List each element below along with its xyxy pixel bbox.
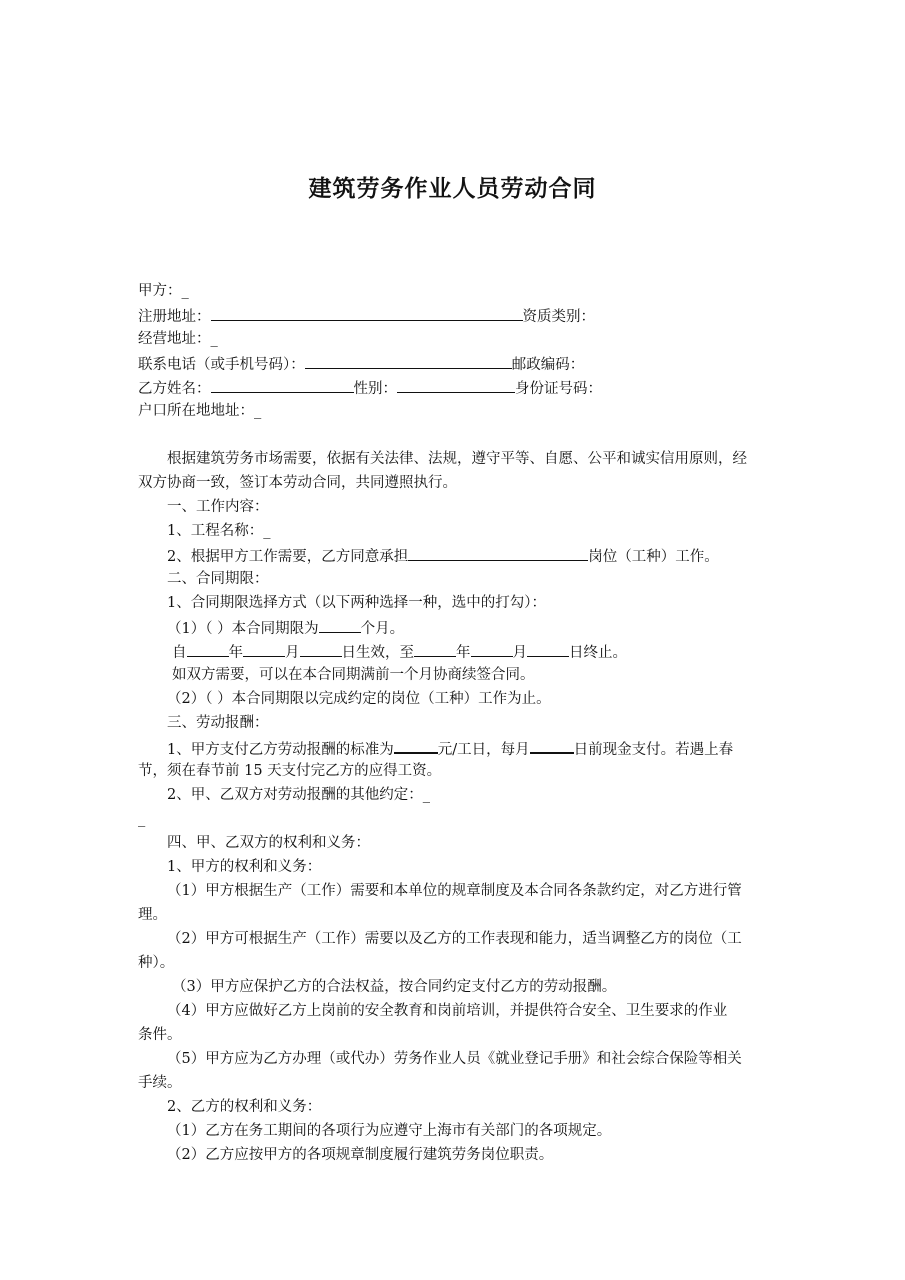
sec3-item2-cont: _ [138,811,146,827]
end-day-blank[interactable] [527,642,569,657]
sec4-b1: （1）乙方在务工期间的各项行为应遵守上海市有关部门的各项规定。 [167,1123,612,1139]
sec2-renew: 如双方需要，可以在本合同期满前一个月协商续签合同。 [172,667,535,683]
party-a-line [138,282,189,300]
sec4-a4-line1: （4）甲方应做好乙方上岗前的安全教育和岗前培训，并提供符合安全、卫生要求的作业 [167,1003,728,1019]
from-label: 自 [172,645,187,661]
sec4-a2-line1: （2）甲方可根据生产（工作）需要以及乙方的工作表现和能力，适当调整乙方的岗位（工 [167,931,742,947]
sec4-b2: （2）乙方应按甲方的各项规章制度履行建筑劳务岗位职责。 [167,1147,554,1163]
sec2-dates [172,642,627,662]
sec2-option2: （2）（ ）本合同期限以完成约定的岗位（工种）工作为止。 [167,691,551,707]
party-b-name-label: 乙方姓名： [138,381,211,397]
phone-blank[interactable] [305,354,512,369]
sec2-option1 [167,618,404,638]
end-label: 日终止。 [569,645,627,661]
sec3-item1-prefix: 1、甲方支付乙方劳动报酬的标准为 [167,742,394,758]
reg-address-line [138,306,595,326]
month-label-2: 月 [512,645,527,661]
hukou-label: 户口所在地地址：_ [138,403,262,419]
sec1-item2-prefix: 2、根据甲方工作需要，乙方同意承担 [167,549,409,565]
sec3-item2: 2、甲、乙双方对劳动报酬的其他约定：_ [167,787,430,803]
sec2-option1-suffix: 个月。 [360,621,405,637]
sec2-heading: 二、合同期限： [167,571,269,587]
gender-label: 性别： [353,381,397,397]
sec3-item1-suffix: 日前现金支付。若遇上春 [573,742,734,758]
sec4-a4-line2: 条件。 [138,1027,182,1043]
qual-type-label: 资质类别： [522,309,595,325]
sec3-item1-line2: 节，须在春节前 15 天支付完乙方的应得工资。 [138,763,442,779]
sec4-a1-line2: 理。 [138,907,167,923]
biz-address-label: 经营地址：_ [138,331,218,347]
start-day-blank[interactable] [300,642,342,657]
postcode-label: 邮政编码： [511,357,585,373]
sec1-heading: 一、工作内容： [167,499,269,515]
sec3-heading: 三、劳动报酬： [167,715,269,731]
sec1-item2-suffix: 岗位（工种）工作。 [588,549,719,565]
job-type-blank[interactable] [408,546,588,561]
sec3-item1-mid: 元/工日，每月 [437,742,530,758]
sec4-a-heading: 1、甲方的权利和义务： [167,859,322,875]
effective-label: 日生效，至 [341,645,414,661]
phone-label: 联系电话（或手机号码）： [138,357,305,373]
sec4-a5-line2: 手续。 [138,1075,182,1091]
sec3-item1 [167,738,733,759]
months-blank[interactable] [319,618,361,633]
biz-address-line [138,330,218,348]
party-b-name-blank[interactable] [211,378,354,393]
pay-day-blank[interactable] [530,738,574,754]
hukou-line [138,402,261,420]
intro-line-1: 根据建筑劳务市场需要，依据有关法律、法规，遵守平等、自愿、公平和诚实信用原则，经 [167,451,747,467]
sec4-a2-line2: 种）。 [138,955,175,971]
phone-line [138,354,584,374]
party-b-line [138,378,602,398]
sec4-b-heading: 2、乙方的权利和义务： [167,1099,322,1115]
sec4-heading: 四、甲、乙双方的权利和义务： [167,835,370,851]
sec4-a5-line1: （5）甲方应为乙方办理（或代办）劳务作业人员《就业登记手册》和社会综合保险等相关 [167,1051,742,1067]
daily-rate-blank[interactable] [394,738,438,754]
start-year-blank[interactable] [187,642,229,657]
sec4-a1-line1: （1）甲方根据生产（工作）需要和本单位的规章制度及本合同各条款约定，对乙方进行管 [167,883,742,899]
start-month-blank[interactable] [243,642,285,657]
year-label-2: 年 [456,645,471,661]
sec2-item1: 1、合同期限选择方式（以下两种选择一种，选中的打勾）： [167,595,546,611]
sec1-item1: 1、工程名称：_ [167,523,271,539]
sec2-option1-prefix: （1）（ ）本合同期限为 [167,621,319,637]
end-year-blank[interactable] [414,642,456,657]
gender-blank[interactable] [397,378,515,393]
end-month-blank[interactable] [471,642,513,657]
party-a-label: 甲方：_ [138,283,189,299]
reg-address-blank[interactable] [211,306,523,321]
sec1-item2 [167,546,719,566]
reg-address-label: 注册地址： [138,309,211,325]
document-title: 建筑劳务作业人员劳动合同 [308,175,597,202]
sec4-a3: （3）甲方应保护乙方的合法权益，按合同约定支付乙方的劳动报酬。 [172,979,617,995]
year-label: 年 [228,645,243,661]
intro-line-2: 双方协商一致，签订本劳动合同，共同遵照执行。 [138,475,457,491]
id-label: 身份证号码： [515,381,602,397]
month-label: 月 [285,645,300,661]
